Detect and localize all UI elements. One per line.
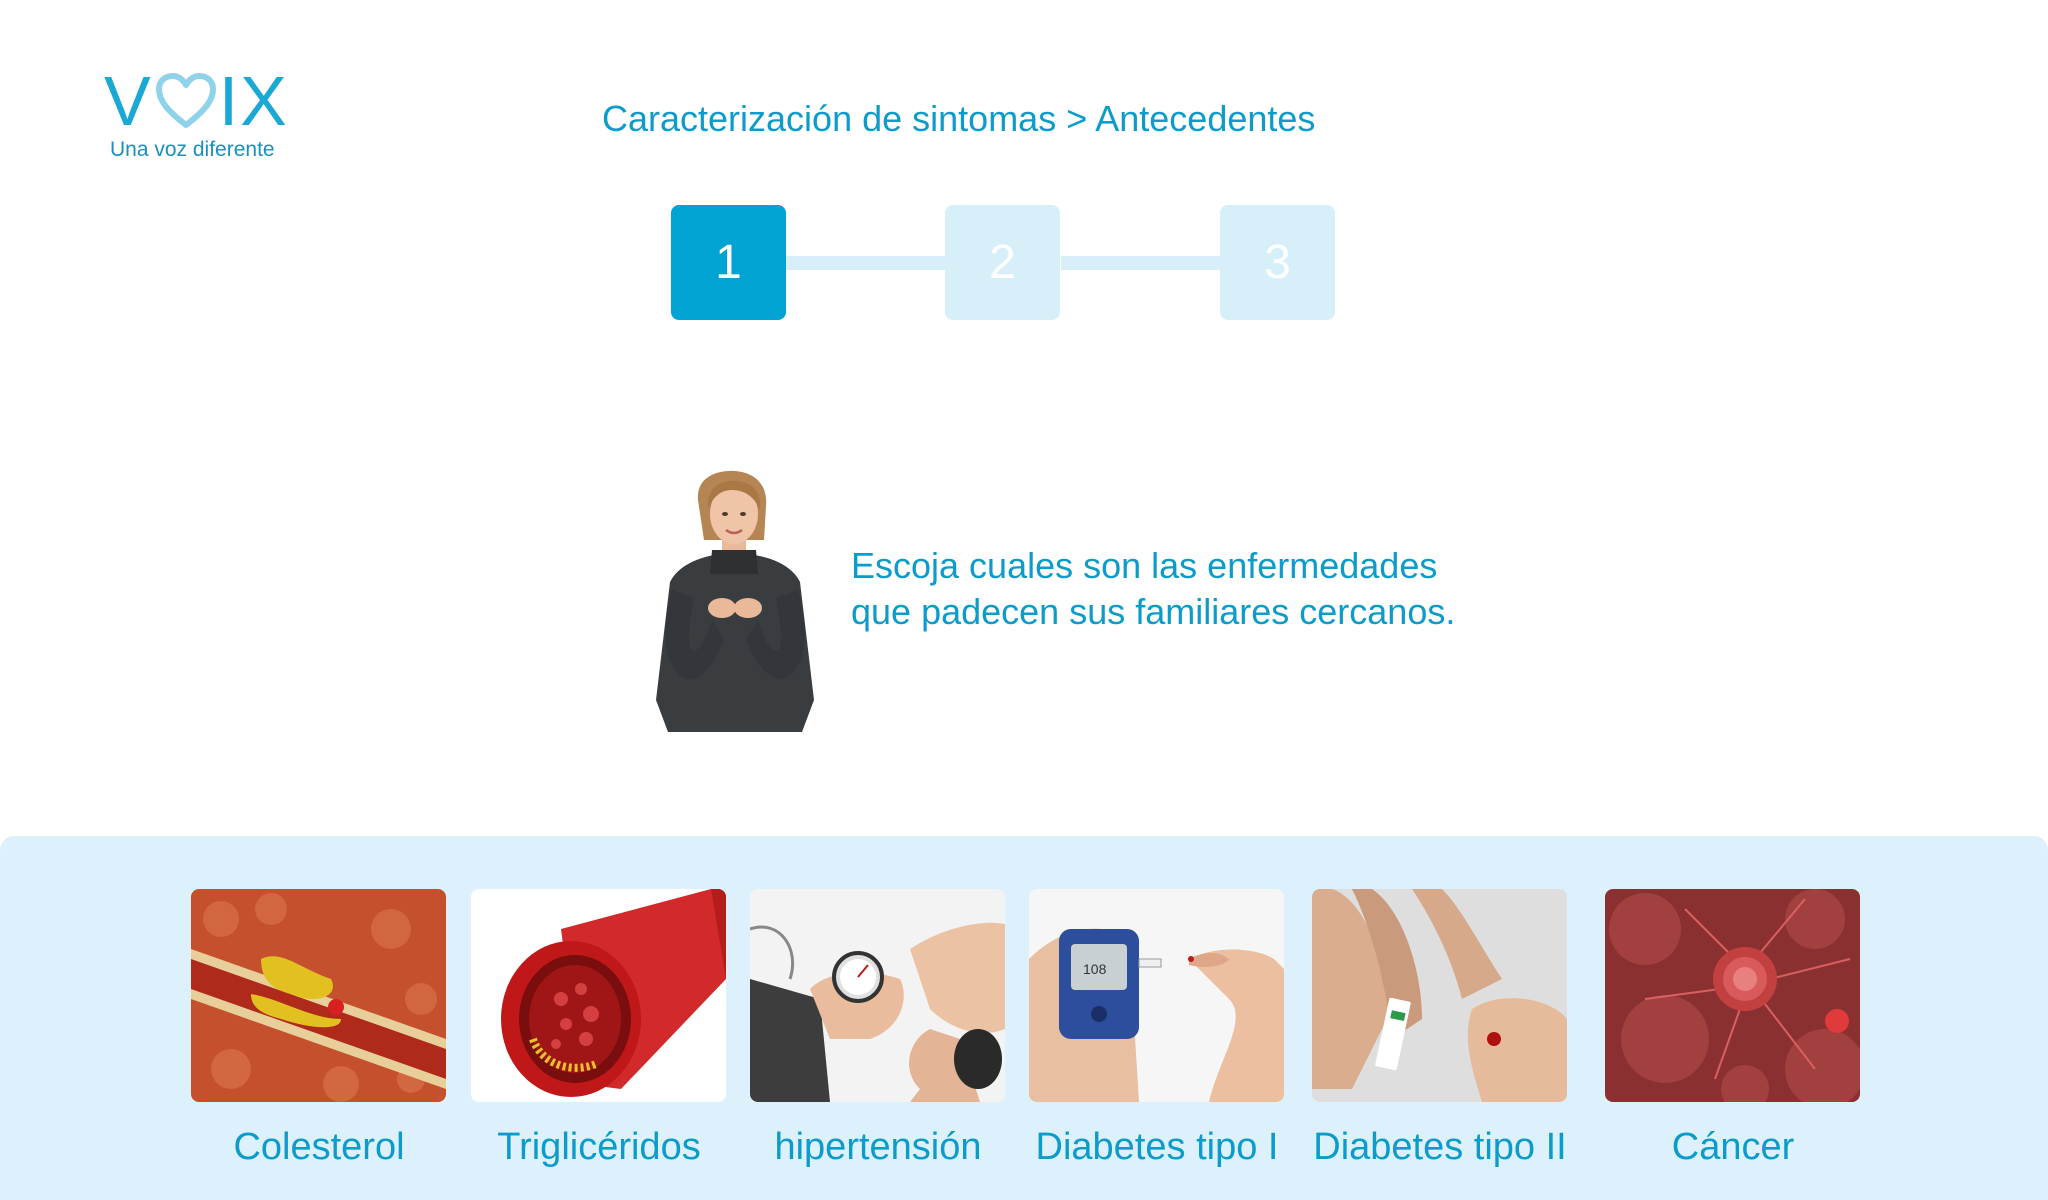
option-label: Diabetes tipo I (1035, 1126, 1279, 1168)
sign-language-interpreter (650, 470, 820, 732)
option-label: Cáncer (1671, 1126, 1795, 1168)
option-label: Colesterol (233, 1126, 405, 1168)
option-trigliceridos[interactable] (471, 889, 726, 1169)
option-diabetes-tipo-1[interactable] (1029, 889, 1284, 1169)
logo-mark (104, 62, 304, 140)
step-connector (1061, 256, 1221, 270)
options-panel (0, 836, 2048, 1200)
option-label: Diabetes tipo II (1313, 1126, 1567, 1168)
option-hipertension[interactable] (750, 889, 1005, 1169)
cancer-cell-image[interactable] (1605, 889, 1860, 1102)
blood-vessel-image[interactable] (471, 889, 726, 1102)
option-label: hipertensión (774, 1126, 982, 1168)
breadcrumb: Caracterización de sintomas > Antecedentes (602, 98, 1316, 139)
test-strip-image[interactable] (1312, 889, 1567, 1102)
heart-icon (155, 73, 217, 129)
instruction-text (851, 543, 1551, 635)
instruction-line-2: que padecen sus familiares cercanos. (851, 591, 1456, 632)
option-diabetes-tipo-2[interactable] (1312, 889, 1567, 1169)
svg-text:108: 108 (1083, 961, 1107, 977)
step-2[interactable]: 2 (945, 205, 1060, 320)
step-connector (786, 256, 946, 270)
option-label: Triglicéridos (497, 1126, 701, 1168)
option-cancer[interactable] (1605, 889, 1860, 1169)
stepper (671, 205, 1335, 320)
voix-logo (104, 62, 304, 168)
glucometer-image[interactable] (1029, 889, 1284, 1102)
option-colesterol[interactable] (191, 889, 446, 1169)
blood-pressure-gauge-image[interactable] (750, 889, 1005, 1102)
logo-letters-ix: IX (218, 62, 289, 140)
artery-plaque-image[interactable] (191, 889, 446, 1102)
tagline: Una voz diferente (110, 138, 275, 161)
step-1[interactable]: 1 (671, 205, 786, 320)
logo-letter-v: V (104, 62, 153, 140)
step-3[interactable]: 3 (1220, 205, 1335, 320)
instruction-line-1: Escoja cuales son las enfermedades (851, 545, 1438, 586)
